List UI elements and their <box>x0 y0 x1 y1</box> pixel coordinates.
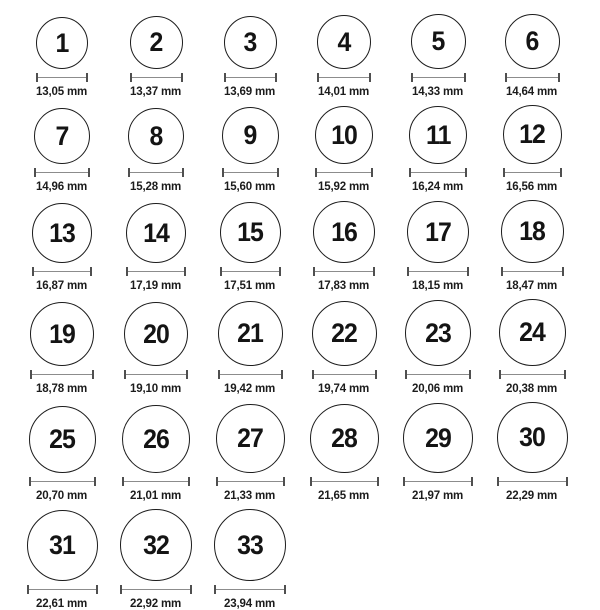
ring-size-number: 14 <box>143 217 169 248</box>
ring-size-number: 19 <box>49 318 75 349</box>
ring-size-item <box>391 106 485 193</box>
diameter-dimension-line <box>32 267 92 276</box>
ring-circle <box>122 405 190 473</box>
ring-size-number: 18 <box>519 216 545 246</box>
diameter-dimension-line <box>315 168 373 177</box>
ring-size-number: 31 <box>49 530 75 560</box>
diameter-dimension-line <box>313 267 375 276</box>
ring-size-item <box>15 203 109 292</box>
diameter-label: 13,37 mm <box>130 84 182 98</box>
diameter-label: 17,51 mm <box>224 278 276 292</box>
ring-size-number: 32 <box>143 529 169 560</box>
diameter-label: 21,65 mm <box>318 488 370 502</box>
diameter-dimension-line <box>505 73 560 82</box>
ring-size-item <box>297 15 391 98</box>
ring-circle <box>126 203 186 263</box>
ring-size-item <box>485 299 579 395</box>
ring-size-number: 21 <box>237 318 263 348</box>
ring-size-number: 13 <box>49 217 75 248</box>
diameter-label: 19,42 mm <box>224 381 276 395</box>
ring-circle <box>34 108 90 164</box>
ring-circle <box>505 14 560 69</box>
diameter-dimension-line <box>407 267 469 276</box>
ring-size-item <box>109 302 203 395</box>
diameter-label: 14,33 mm <box>412 84 464 98</box>
ring-size-item <box>15 17 109 98</box>
ring-circle <box>222 107 279 164</box>
diameter-dimension-line <box>411 73 466 82</box>
ring-size-item <box>203 202 297 292</box>
ring-circle <box>497 402 568 473</box>
ring-size-number: 23 <box>425 317 451 348</box>
diameter-label: 19,74 mm <box>318 381 370 395</box>
diameter-dimension-line <box>128 168 184 177</box>
ring-circle <box>29 406 96 473</box>
diameter-label: 15,60 mm <box>224 179 276 193</box>
diameter-dimension-line <box>27 585 98 594</box>
ring-size-item <box>391 300 485 395</box>
diameter-label: 15,92 mm <box>318 179 370 193</box>
ring-circle <box>403 403 473 473</box>
diameter-dimension-line <box>218 370 283 379</box>
ring-circle <box>411 14 466 69</box>
ring-size-number: 10 <box>331 119 357 150</box>
diameter-dimension-line <box>224 73 277 82</box>
ring-size-item <box>297 301 391 395</box>
diameter-label: 17,83 mm <box>318 278 370 292</box>
ring-size-number: 29 <box>425 422 451 453</box>
diameter-label: 17,19 mm <box>130 278 182 292</box>
ring-size-item <box>203 404 297 502</box>
diameter-dimension-line <box>497 477 568 486</box>
diameter-label: 20,70 mm <box>36 488 88 502</box>
ring-size-item <box>297 404 391 502</box>
ring-size-number: 2 <box>149 27 163 57</box>
ring-size-item <box>15 406 109 502</box>
diameter-label: 16,56 mm <box>506 179 558 193</box>
diameter-dimension-line <box>122 477 190 486</box>
ring-circle <box>32 203 92 263</box>
ring-circle <box>220 202 281 263</box>
ring-circle <box>407 201 469 263</box>
diameter-label: 20,38 mm <box>506 381 558 395</box>
ring-size-item <box>391 403 485 502</box>
ring-size-number: 6 <box>525 26 539 56</box>
ring-size-number: 22 <box>331 318 357 348</box>
ring-size-item <box>109 16 203 98</box>
ring-circle <box>503 105 562 164</box>
diameter-label: 18,78 mm <box>36 381 88 395</box>
ring-size-number: 9 <box>243 120 257 150</box>
ring-circle <box>409 106 467 164</box>
diameter-dimension-line <box>503 168 562 177</box>
ring-size-item <box>203 107 297 193</box>
diameter-label: 16,87 mm <box>36 278 88 292</box>
ring-size-item <box>297 201 391 292</box>
diameter-label: 16,24 mm <box>412 179 464 193</box>
ring-size-item <box>485 14 579 98</box>
ring-size-grid <box>15 14 579 610</box>
ring-circle <box>224 16 277 69</box>
ring-size-number: 24 <box>519 317 545 347</box>
diameter-dimension-line <box>29 477 96 486</box>
ring-size-item <box>391 14 485 98</box>
diameter-label: 19,10 mm <box>130 381 182 395</box>
diameter-dimension-line <box>30 370 94 379</box>
diameter-label: 22,92 mm <box>130 596 182 610</box>
diameter-dimension-line <box>214 585 286 594</box>
ring-size-number: 33 <box>237 529 263 560</box>
diameter-label: 18,47 mm <box>506 278 558 292</box>
diameter-dimension-line <box>220 267 281 276</box>
ring-size-item <box>391 201 485 292</box>
ring-circle <box>214 509 286 581</box>
diameter-dimension-line <box>216 477 285 486</box>
ring-size-number: 25 <box>49 424 75 454</box>
ring-size-number: 17 <box>425 216 451 247</box>
ring-size-number: 12 <box>519 119 545 149</box>
ring-circle <box>312 301 377 366</box>
ring-circle <box>30 302 94 366</box>
diameter-dimension-line <box>34 168 90 177</box>
ring-circle <box>216 404 285 473</box>
ring-size-item <box>109 509 203 610</box>
ring-size-item <box>15 302 109 395</box>
diameter-label: 22,29 mm <box>506 488 558 502</box>
ring-size-item <box>109 405 203 502</box>
diameter-dimension-line <box>312 370 377 379</box>
ring-size-number: 30 <box>519 422 545 452</box>
ring-size-number: 11 <box>425 119 451 150</box>
ring-size-number: 4 <box>337 26 351 57</box>
ring-size-item <box>297 106 391 193</box>
diameter-dimension-line <box>310 477 379 486</box>
diameter-label: 14,01 mm <box>318 84 370 98</box>
ring-size-number: 3 <box>243 27 257 57</box>
diameter-dimension-line <box>317 73 371 82</box>
diameter-dimension-line <box>36 73 88 82</box>
diameter-label: 23,94 mm <box>224 596 276 610</box>
ring-size-number: 28 <box>331 423 357 453</box>
diameter-label: 18,15 mm <box>412 278 464 292</box>
ring-size-item <box>15 510 109 610</box>
ring-size-item <box>485 105 579 193</box>
diameter-dimension-line <box>403 477 473 486</box>
ring-circle <box>36 17 88 69</box>
diameter-dimension-line <box>130 73 183 82</box>
ring-circle <box>499 299 566 366</box>
ring-size-item <box>203 16 297 98</box>
ring-size-number: 1 <box>55 27 69 58</box>
ring-circle <box>128 108 184 164</box>
diameter-label: 21,97 mm <box>412 488 464 502</box>
ring-size-item <box>109 108 203 193</box>
diameter-dimension-line <box>120 585 192 594</box>
diameter-dimension-line <box>501 267 564 276</box>
diameter-label: 14,96 mm <box>36 179 88 193</box>
diameter-dimension-line <box>222 168 279 177</box>
diameter-dimension-line <box>499 370 566 379</box>
ring-size-number: 16 <box>331 216 357 247</box>
ring-size-item <box>203 509 297 610</box>
diameter-label: 13,69 mm <box>224 84 276 98</box>
diameter-label: 20,06 mm <box>412 381 464 395</box>
diameter-dimension-line <box>126 267 186 276</box>
ring-circle <box>310 404 379 473</box>
ring-circle <box>315 106 373 164</box>
ring-circle <box>27 510 98 581</box>
ring-circle <box>130 16 183 69</box>
diameter-label: 22,61 mm <box>36 596 88 610</box>
ring-circle <box>501 200 564 263</box>
ring-size-number: 5 <box>431 26 445 56</box>
ring-size-item <box>485 402 579 502</box>
diameter-dimension-line <box>124 370 188 379</box>
diameter-label: 14,64 mm <box>506 84 558 98</box>
ring-size-number: 15 <box>237 217 263 247</box>
diameter-label: 21,01 mm <box>130 488 182 502</box>
ring-size-item <box>15 108 109 193</box>
ring-circle <box>405 300 471 366</box>
diameter-dimension-line <box>405 370 471 379</box>
diameter-label: 15,28 mm <box>130 179 182 193</box>
ring-size-number: 26 <box>143 423 169 454</box>
ring-size-number: 27 <box>237 423 263 453</box>
ring-circle <box>120 509 192 581</box>
ring-size-item <box>203 301 297 395</box>
ring-circle <box>124 302 188 366</box>
diameter-label: 13,05 mm <box>36 84 88 98</box>
ring-circle <box>317 15 371 69</box>
ring-size-number: 20 <box>143 318 169 349</box>
diameter-label: 21,33 mm <box>224 488 276 502</box>
diameter-dimension-line <box>409 168 467 177</box>
ring-size-item <box>109 203 203 292</box>
ring-size-number: 8 <box>149 120 163 151</box>
ring-size-number: 7 <box>55 120 69 151</box>
ring-circle <box>218 301 283 366</box>
ring-size-item <box>485 200 579 292</box>
ring-circle <box>313 201 375 263</box>
